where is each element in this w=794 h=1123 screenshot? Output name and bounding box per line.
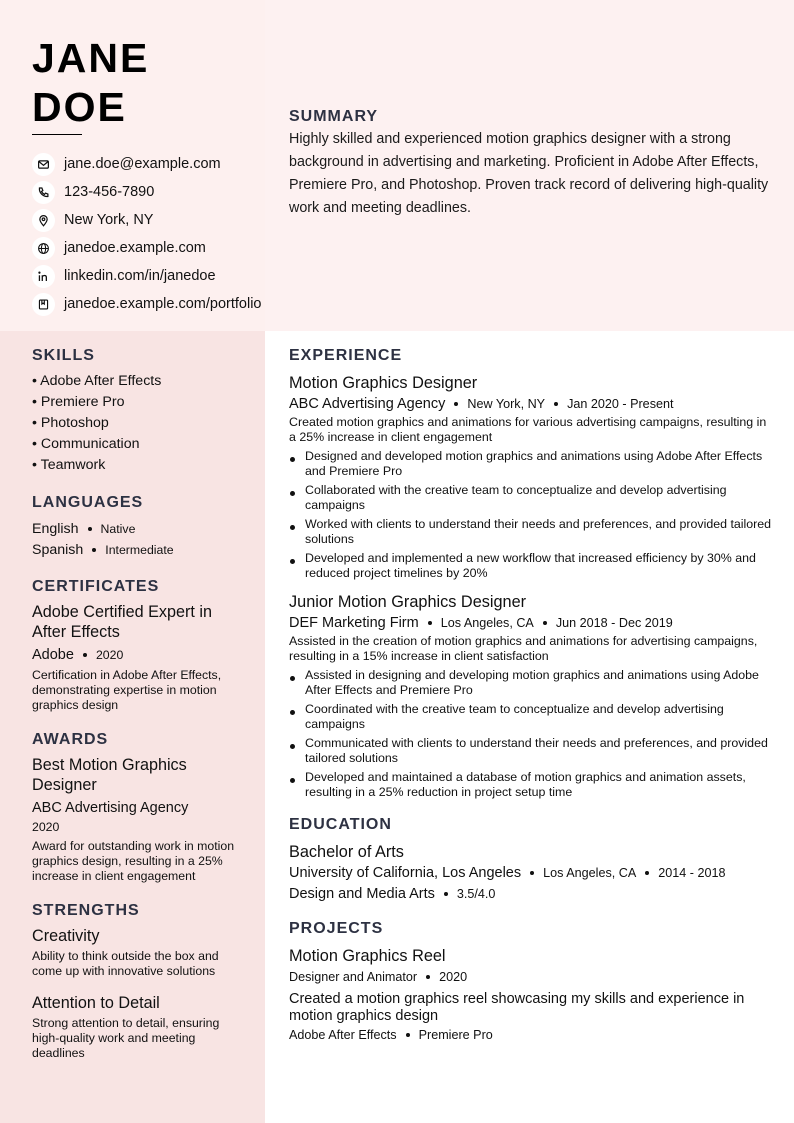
projects-section [289,920,774,1045]
education-field: Design and Media Arts [289,886,435,902]
separator-dot [645,871,649,875]
contact-linkedin-text: linkedin.com/in/janedoe [64,268,216,284]
linkedin-icon [32,265,55,288]
phone-icon [32,181,55,204]
certificates-heading: CERTIFICATES [32,578,160,595]
projects-heading: PROJECTS [289,920,384,937]
name-divider [32,134,82,135]
job-entry [289,373,774,581]
strength-description: Ability to think outside the box and come up with innovative solutions [32,949,219,978]
job-company: DEF Marketing Firm [289,615,419,631]
globe-icon [32,237,55,260]
education-school: University of California, Los Angeles [289,865,522,881]
job-dates: Jun 2018 - Dec 2019 [555,616,673,630]
first-name: JANE [32,35,150,81]
job-bullets [289,449,774,581]
separator-dot [92,548,96,552]
sidebar-content [32,347,242,1079]
project-description: Created a motion graphics reel showcasing my skills and experience in motion graphics design [289,991,745,1024]
separator-dot [428,621,432,625]
summary-text: Highly skilled and experienced motion graphics designer with a strong background in advertising and marketing. Proficient in Adobe After Effects, Premiere Pro, and Photoshop. Proven track record of delivering high-quality work and meeting deadlines. [289,131,769,216]
award-issuer: ABC Advertising Agency [32,800,189,816]
job-bullet: Communicated with clients to understand their needs and preferences, and provided tailored solutions [289,736,774,766]
separator-dot [83,653,87,657]
contact-location-text: New York, NY [64,212,154,228]
certificate-issuer: Adobe [32,647,74,663]
job-location: New York, NY [467,397,546,411]
project-name: Motion Graphics Reel [289,947,446,965]
project-tools [289,1025,774,1045]
project-role: Designer and Animator [289,970,418,984]
portfolio-icon [32,293,55,316]
summary-heading: SUMMARY [289,108,379,125]
education-heading: EDUCATION [289,816,392,833]
contact-location [32,206,282,234]
job-entry [289,592,774,800]
contact-linkedin[interactable] [32,262,282,290]
contact-phone-text: 123-456-7890 [64,184,155,200]
strength-name: Attention to Detail [32,994,160,1012]
separator-dot [426,975,430,979]
job-bullet: Developed and maintained a database of motion graphics and animation assets, resulting in a 25% reduction in project setup time [289,770,774,800]
contact-website-text: janedoe.example.com [64,240,206,256]
education-section [289,816,774,904]
skill-item: • Photoshop [32,415,109,431]
separator-dot [454,402,458,406]
education-location: Los Angeles, CA [543,866,637,880]
skills-section [32,347,242,476]
job-bullet: Coordinated with the creative team to conceptualize and develop advertising campaigns [289,702,774,732]
language-item [32,518,242,539]
job-title: Junior Motion Graphics Designer [289,593,527,611]
skill-item: • Teamwork [32,457,106,473]
education-dates: 2014 - 2018 [658,866,726,880]
contact-email[interactable] [32,150,282,178]
job-description: Created motion graphics and animations for various advertising campaigns, resulting in a 25% increase in client engagement [289,415,767,444]
job-company: ABC Advertising Agency [289,396,446,412]
strength-description: Strong attention to detail, ensuring high-quality work and meeting deadlines [32,1016,220,1060]
job-bullets [289,668,774,800]
skill-item: • Communication [32,436,140,452]
education-degree: Bachelor of Arts [289,843,404,861]
certificate-description: Certification in Adobe After Effects, demonstrating expertise in motion graphics design [32,668,222,712]
job-meta [289,393,774,415]
separator-dot [406,1033,410,1037]
contact-website[interactable] [32,234,282,262]
certificate-year: 2020 [95,648,124,662]
contact-list [32,150,282,318]
separator-dot [530,871,534,875]
separator-dot [88,527,92,531]
education-meta [289,862,774,884]
awards-section [32,731,242,884]
project-tool: Premiere Pro [418,1028,493,1042]
job-title: Motion Graphics Designer [289,374,478,392]
languages-heading: LANGUAGES [32,494,144,511]
contact-portfolio[interactable] [32,290,282,318]
languages-section [32,494,242,560]
mail-icon [32,153,55,176]
awards-heading: AWARDS [32,731,109,748]
project-year: 2020 [439,970,468,984]
experience-heading: EXPERIENCE [289,347,403,364]
experience-section [289,347,774,800]
separator-dot [543,621,547,625]
award-name: Best Motion Graphics Designer [32,756,187,794]
job-meta [289,612,774,634]
job-location: Los Angeles, CA [440,616,534,630]
skills-heading: SKILLS [32,347,95,364]
contact-phone[interactable] [32,178,282,206]
strengths-heading: STRENGTHS [32,902,140,919]
job-description: Assisted in the creation of motion graphics and animations for advertising campaigns, resulting in a 15% increase in client satisfaction [289,634,758,663]
location-pin-icon [32,209,55,232]
project-meta [289,966,774,988]
award-year: 2020 [32,820,60,834]
contact-portfolio-text: janedoe.example.com/portfolio [64,296,262,312]
language-level: Native [100,521,136,536]
skill-item: • Adobe After Effects [32,373,162,389]
job-bullet: Collaborated with the creative team to conceptualize and develop advertising campaigns [289,483,774,513]
job-bullet: Designed and developed motion graphics and animations using Adobe After Effects and Premiere Pro [289,449,774,479]
main-content [289,347,774,1061]
certificates-section [32,578,242,713]
language-name: English [32,520,79,537]
job-bullet: Worked with clients to understand their needs and preferences, and provided tailored solutions [289,517,774,547]
language-level: Intermediate [105,542,174,557]
contact-email-text: jane.doe@example.com [64,156,221,172]
job-bullet: Developed and implemented a new workflow that increased efficiency by 30% and reduced project timelines by 20% [289,551,774,581]
language-item [32,539,242,560]
skill-item: • Premiere Pro [32,394,125,410]
award-description: Award for outstanding work in motion graphics design, resulting in a 25% increase in client engagement [32,839,235,883]
project-tool: Adobe After Effects [289,1028,397,1042]
job-dates: Jan 2020 - Present [567,397,674,411]
separator-dot [554,402,558,406]
candidate-name [32,34,149,132]
certificate-meta [32,645,242,665]
certificate-name: Adobe Certified Expert in After Effects [32,603,212,641]
strengths-section [32,902,242,1061]
education-field-row [289,884,774,904]
education-gpa: 3.5/4.0 [456,887,496,901]
strength-name: Creativity [32,927,100,945]
separator-dot [444,892,448,896]
job-bullet: Assisted in designing and developing motion graphics and animations using Adobe After Effects and Premiere Pro [289,668,774,698]
last-name: DOE [32,84,127,130]
language-name: Spanish [32,541,84,558]
summary-section [289,108,774,220]
